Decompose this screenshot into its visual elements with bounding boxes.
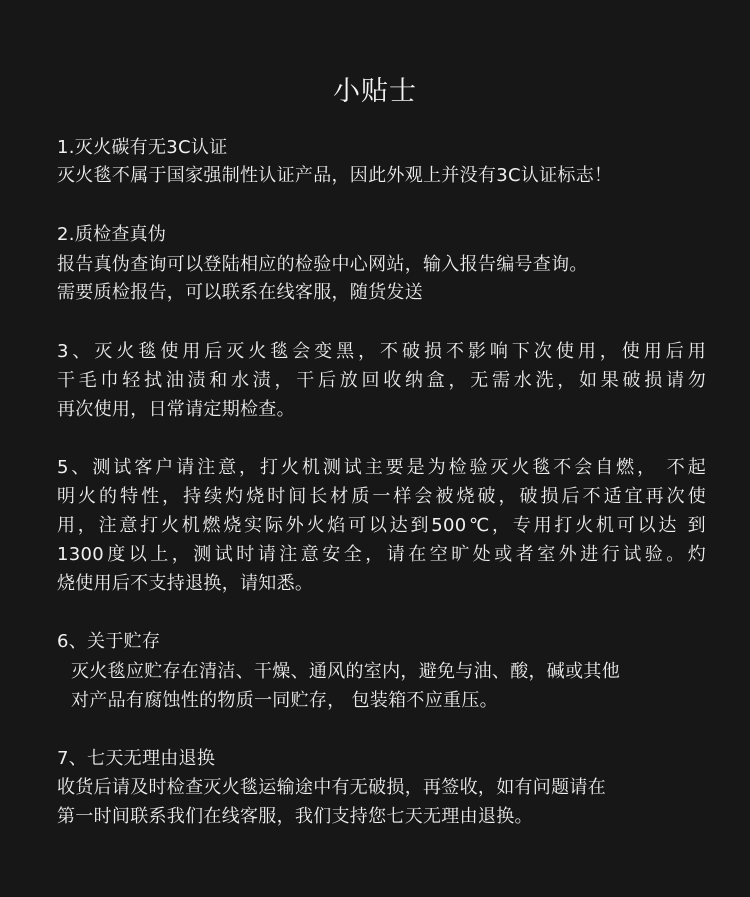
section-text-line: 需要质检报告，可以联系在线客服，随货发送	[57, 282, 423, 303]
page-title: 小贴士	[333, 76, 417, 107]
section-text-line: 明火的特性，持续灼烧时间长材质一样会被烧破，破损后不适宜再次使	[57, 486, 706, 507]
section-text-line: 收货后请及时检查灭火毯运输途中有无破损，再签收，如有问题请在	[57, 777, 606, 798]
section-heading: 2.质检查真伪	[57, 224, 167, 245]
section-text-line: 报告真伪查询可以登陆相应的检验中心网站，输入报告编号查询。	[57, 254, 588, 275]
section-text-line: 灭火毯不属于国家强制性认证产品，因此外观上并没有3C认证标志！	[57, 165, 613, 186]
section-text-line: 1300度以上，测试时请注意安全，请在空旷处或者室外进行试验。灼	[57, 544, 706, 565]
section-text-line: 烧使用后不支持退换，请知悉。	[57, 573, 314, 594]
section-heading: 1.灭火碳有无3C认证	[57, 137, 228, 158]
section-text-line: 3、灭火毯使用后灭火毯会变黑，不破损不影响下次使用，使用后用	[57, 341, 706, 362]
section-text-line: 对产品有腐蚀性的物质一同贮存， 包装箱不应重压。	[71, 690, 498, 711]
section-heading: 7、七天无理由退换	[57, 748, 216, 769]
section-text-line: 再次使用，日常请定期检查。	[57, 399, 295, 420]
section-text-line: 第一时间联系我们在线客服，我们支持您七天无理由退换。	[57, 806, 533, 827]
section-text-line: 5、测试客户请注意，打火机测试主要是为检验灭火毯不会自燃， 不起	[57, 457, 706, 478]
section-text-line: 用，注意打火机燃烧实际外火焰可以达到500℃，专用打火机可以达 到	[57, 515, 706, 536]
section-heading: 6、关于贮存	[57, 631, 161, 652]
section-text-line: 干毛巾轻拭油渍和水渍，干后放回收纳盒，无需水洗，如果破损请勿	[57, 370, 706, 391]
section-text-line: 灭火毯应贮存在清洁、干燥、通风的室内，避免与油、酸，碱或其他	[71, 661, 620, 682]
